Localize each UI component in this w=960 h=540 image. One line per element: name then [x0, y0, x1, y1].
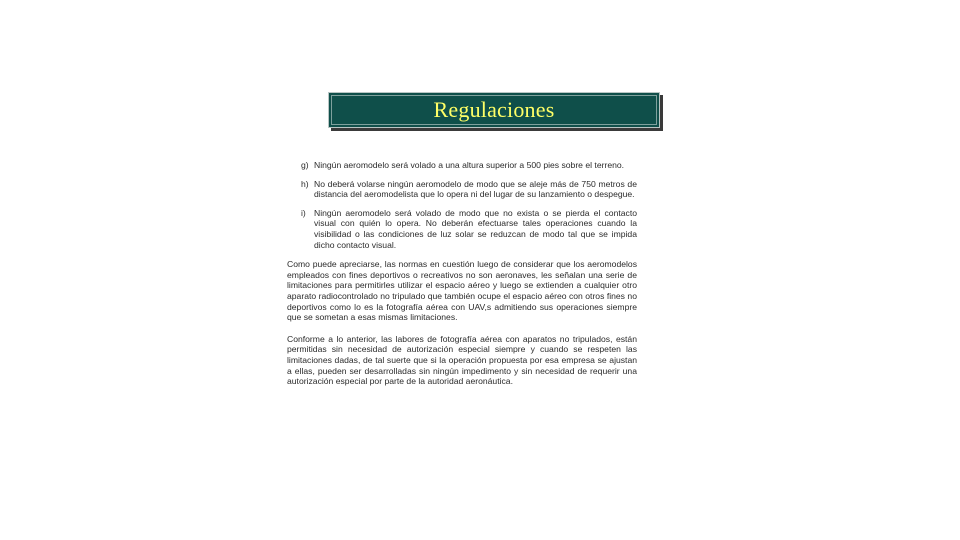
- regulation-item-h: [301, 179, 637, 200]
- slide-title: Regulaciones: [433, 97, 555, 122]
- document-excerpt: [287, 160, 637, 387]
- item-text: Ningún aeromodelo será volado de modo que no exista o se pierda el contacto visual con quién lo opera. No deberán efectuarse tales operaciones cuando la visibilidad o las condiciones de luz solar se reduzcan de modo tal que se impida dicho contacto visual.: [314, 207, 637, 250]
- item-letter: g): [301, 160, 309, 170]
- paragraph-analysis: Como puede apreciarse, las normas en cuestión luego de considerar que los aeromodelos empleados con fines deportivos o recreativos no son aeronaves, les señalan una serie de limitaciones para permitirles utilizar el espacio aéreo y luego se extienden a cualquier otro aparato radiocontrolado no tripulado que también ocupe el espacio aéreo con otros fines no deportivos como lo es la fotografía aérea con UAV,s admitiendo sus operaciones siempre que se sometan a esas mismas limitaciones.: [287, 259, 637, 323]
- item-text: No deberá volarse ningún aeromodelo de modo que se aleje más de 750 metros de distancia del aeromodelista que lo opera ni del lugar de su lanzamiento o despegue.: [314, 178, 637, 200]
- regulation-item-i: [301, 208, 637, 250]
- item-letter: h): [301, 178, 309, 189]
- regulation-item-g: [301, 160, 637, 171]
- item-letter: i): [301, 207, 306, 218]
- paragraph-conclusion: Conforme a lo anterior, las labores de fotografía aérea con aparatos no tripulados, están permitidas sin necesidad de autorización especial siempre y cuando se respeten las limitaciones dadas, de tal suerte que si la operación propuesta por esa empresa se ajustan a ellas, pueden ser desarrolladas sin ningún impedimento y sin necesidad de requerir una autorización especial por parte de la autoridad aeronáutica.: [287, 333, 637, 387]
- item-text: Ningún aeromodelo será volado a una altura superior a 500 pies sobre el terreno.: [314, 160, 625, 170]
- title-banner: [328, 92, 660, 128]
